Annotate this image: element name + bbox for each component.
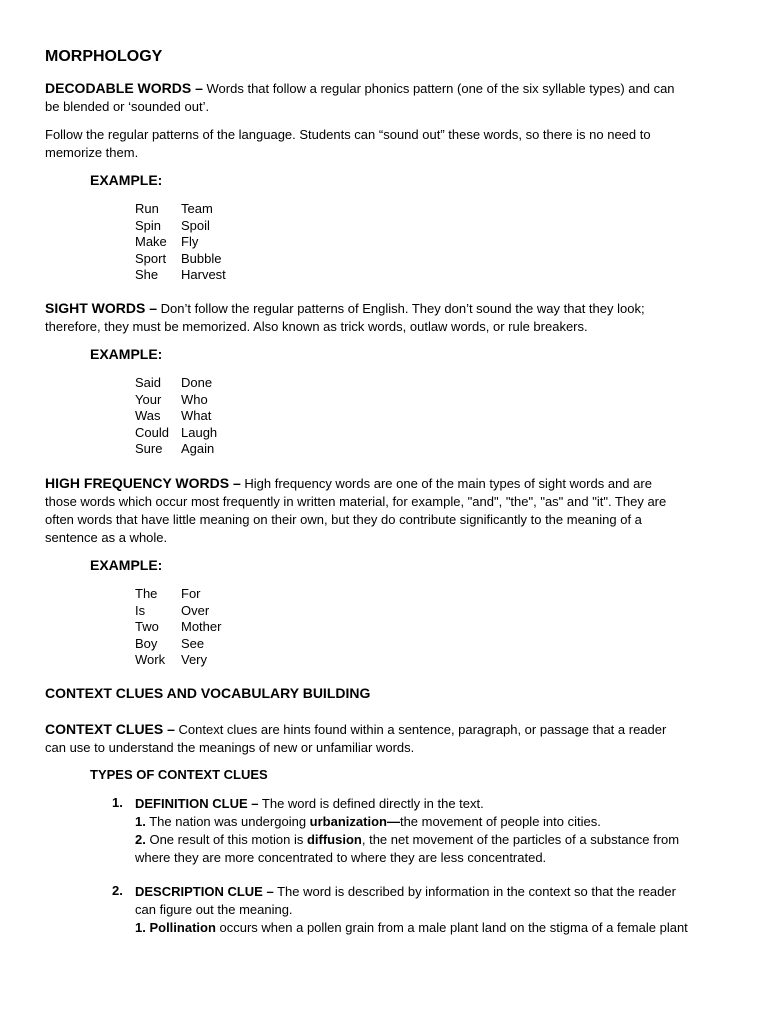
decodable-definition-cont: be blended or ‘sounded out’. [45,99,210,114]
decodable-note-line2: memorize them. [45,145,139,160]
list-number: 2. [112,883,123,898]
example-number: 1. [135,920,146,935]
list-item: The [135,586,158,601]
decodable-note-line1: Follow the regular patterns of the language. Students can “sound out” these words, so there is no need to [45,127,651,142]
list-item: Run [135,201,159,216]
definition-clue-example-2 [135,831,735,849]
sight-word-list-2 [181,375,217,458]
description-clue-line [135,883,735,901]
example-text: One result of this motion is [145,832,307,847]
list-item: Bubble [181,250,222,266]
list-item: Two [135,619,159,635]
example-number: 1. [135,814,146,829]
definition-clue-text: The word is defined directly in the text. [258,796,484,811]
description-clue-item [135,883,735,937]
list-item: Over [181,602,210,618]
section-title-morphology: MORPHOLOGY [45,48,163,65]
decodable-word-list-2 [181,201,226,284]
list-item: Mother [181,619,222,635]
keyword-diffusion: diffusion [306,832,362,847]
list-number: 1. [112,795,123,810]
example-text: occurs when a pollen grain from a male plant land on the stigma of a female plant [215,920,688,935]
section-title-context-clues: CONTEXT CLUES AND VOCABULARY BUILDING [45,685,371,701]
list-item: What [181,408,212,424]
term-definition-clue: DEFINITION CLUE – [135,796,259,811]
term-sight-words: SIGHT WORDS – [45,300,158,316]
keyword-urbanization: urbanization— [309,814,400,829]
description-clue-line-cont: can figure out the meaning. [135,902,293,917]
high-frequency-definition-text: High frequency words are one of the main types of sight words and are [240,476,652,491]
example-label: EXAMPLE: [90,172,163,188]
example-text: The nation was undergoing [145,814,310,829]
list-item: Laugh [181,424,218,440]
example-label: EXAMPLE: [90,346,163,362]
high-frequency-line2: those words which occur most frequently in written material, for example, "and", "the", "as" and "it". They are [45,494,667,509]
term-high-frequency-words: HIGH FREQUENCY WORDS – [45,475,241,491]
list-item: Work [135,652,166,668]
list-item: Spin [135,217,162,233]
example-text: the movement of people into cities. [399,814,601,829]
decodable-word-list-1 [135,201,167,284]
list-item: See [181,635,205,651]
list-item: Said [135,375,162,390]
description-clue-text: The word is described by information in the context so that the reader [273,884,676,899]
list-item: Could [135,424,169,440]
keyword-pollination: Pollination [145,920,216,935]
decodable-definition [45,79,675,98]
sight-word-list-1 [135,375,169,458]
high-frequency-word-list-1 [135,586,165,669]
list-item: For [181,586,201,601]
definition-clue-example-1 [135,813,735,831]
definition-clue-item [135,795,735,867]
context-clues-definition-text: Context clues are hints found within a sentence, paragraph, or passage that a reader [174,722,667,737]
list-item: She [135,267,159,283]
term-decodable-words: DECODABLE WORDS – [45,80,203,96]
example-label: EXAMPLE: [90,557,163,573]
list-item: Spoil [181,217,210,233]
decodable-definition-text: Words that follow a regular phonics pattern (one of the six syllable types) and can [202,81,675,96]
description-clue-example-1 [135,919,735,937]
list-item: Who [181,391,208,407]
list-item: Fly [181,234,199,250]
list-item: Team [181,201,213,216]
example-number: 2. [135,832,146,847]
term-description-clue: DESCRIPTION CLUE – [135,884,274,899]
list-item: Done [181,375,213,390]
definition-clue-example-2-cont: where they are more concentrated to where they are less concentrated. [135,850,547,865]
context-clues-definition [45,720,666,739]
types-of-context-clues-heading: TYPES OF CONTEXT CLUES [90,767,268,782]
term-context-clues: CONTEXT CLUES – [45,721,175,737]
list-item: Sure [135,441,163,457]
list-item: Harvest [181,267,226,283]
list-item: Again [181,441,215,457]
sight-definition-cont: therefore, they must be memorized. Also known as trick words, outlaw words, or rule breakers. [45,319,588,334]
high-frequency-line4: sentence as a whole. [45,530,168,545]
high-frequency-line3: often words that have little meaning on their own, but they do contribute significantly to the meaning of a [45,512,642,527]
list-item: Boy [135,635,158,651]
sight-definition [45,299,645,318]
high-frequency-definition [45,474,652,493]
list-item: Was [135,408,161,424]
sight-definition-text: Don’t follow the regular patterns of English. They don’t sound the way that they look; [157,301,645,316]
context-clues-definition-cont: can use to understand the meanings of new or unfamiliar words. [45,740,415,755]
definition-clue-line [135,795,735,813]
list-item: Very [181,652,208,668]
list-item: Sport [135,250,167,266]
example-text: , the net movement of the particles of a substance from [361,832,680,847]
list-item: Your [135,391,162,407]
list-item: Is [135,602,146,618]
high-frequency-word-list-2 [181,586,221,669]
list-item: Make [135,234,167,250]
